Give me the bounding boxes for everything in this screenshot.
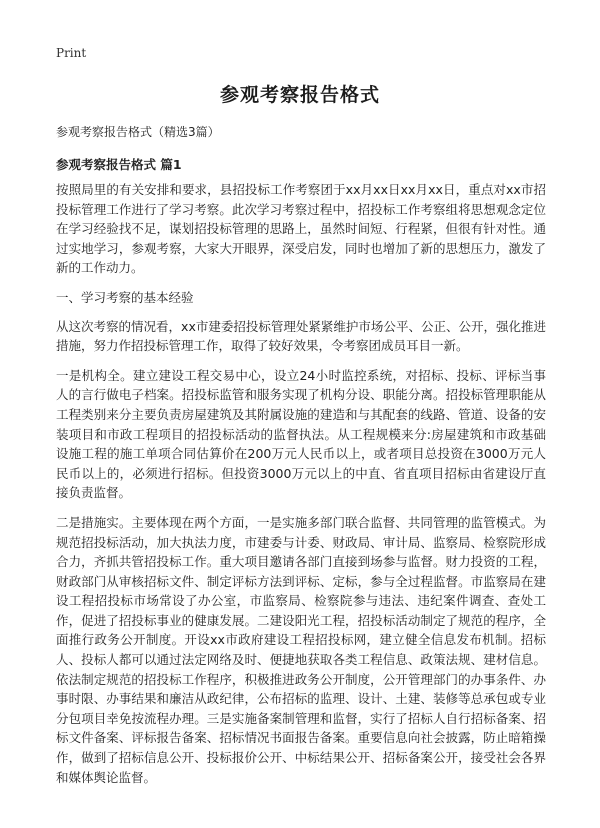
page-title: 参观考察报告格式 xyxy=(219,84,380,106)
print-link[interactable]: Print xyxy=(56,46,87,60)
article-body xyxy=(56,180,546,797)
section-heading: 参观考察报告格式 篇1 xyxy=(56,157,182,172)
paragraph-organization: 一是机构全。建立建设工程交易中心，设立24小时监控系统，对招标、投标、评标当事人的言行做电子档案。招投标监管和服务实现了机构分设、职能分离。招投标管理职能从工程类别来分主要负责房屋建筑及其附属设施的建造和与其配套的线路、管道、设备的安装项目和市政工程项目的招投标活动的监督执法。从工程规模来分:房屋建筑和市政基础设施工程的施工单项合同估算价在200万元人民币以上，或者项目总投资在3000万元人民币以上的，必须进行招标。但投资3000万元以上的中直、省直项目招标由省建设厅直接负责监督。 xyxy=(56,367,546,501)
paragraph-measures: 二是措施实。主要体现在两个方面，一是实施多部门联合监督、共同管理的监管模式。为规范招投标活动，加大执法力度，市建委与计委、财政局、审计局、监察局、检察院形成合力，齐抓共管招投标工作。重大项目邀请各部门直接到场参与监督。财力投资的工程，财政部门从审核招标文件、制定评标方法到评标、定标，参与全过程监督。市监察局在建设工程招投标市场常设了办公室，市监察局、检察院参与违法、违纪案件调查、查处工作，促进了招投标事业的健康发展。二建设阳光工程，招投标活动制定了规范的程序，全面推行政务公开制度。开设xx市政府建设工程招投标网，建立健全信息发布机制。招标人、投标人都可以通过法定网络及时、便捷地获取各类工程信息、政策法规、建材信息。依法制定规范的招投标工作程序，积极推进政务公开制度，公开管理部门的办事条件、办事时限、办事结果和廉洁从政纪律，公布招标的监理、设计、土建、装修等总承包或专业分包项目幸免按流程办理。三是实施备案制管理和监督，实行了招标人自行招标备案、招标文件备案、评标报告备案、招标情况书面报告备案。重要信息向社会披露，防止暗箱操作，做到了招标信息公开、投标报价公开、中标结果公开、招标备案公开，接受社会各界和媒体舆论监督。 xyxy=(56,514,546,785)
paragraph-overview: 从这次考察的情况看，xx市建委招投标管理处紧紧维护市场公平、公正、公开，强化推进措施，努力作招投标管理工作，取得了较好效果，令考察团成员耳目一新。 xyxy=(56,318,546,354)
subheading-basic-experience: 一、学习考察的基本经验 xyxy=(56,289,194,305)
paragraph-intro: 按照局里的有关安排和要求，县招投标工作考察团于xx月xx日xx月xx日，重点对xx市招投标管理工作进行了学习考察。此次学习考察过程中，招投标工作考察组将思想观念定位在学习经验找不足，谋划招投标管理的思路上，虽然时间短、行程紧，但很有针对性。通过实地学习，参观考察，大家大开眼界，深受启发，同时也增加了新的思想压力，激发了新的工作动力。 xyxy=(56,182,546,276)
document-subtitle: 参观考察报告格式（精选3篇） xyxy=(56,125,220,139)
